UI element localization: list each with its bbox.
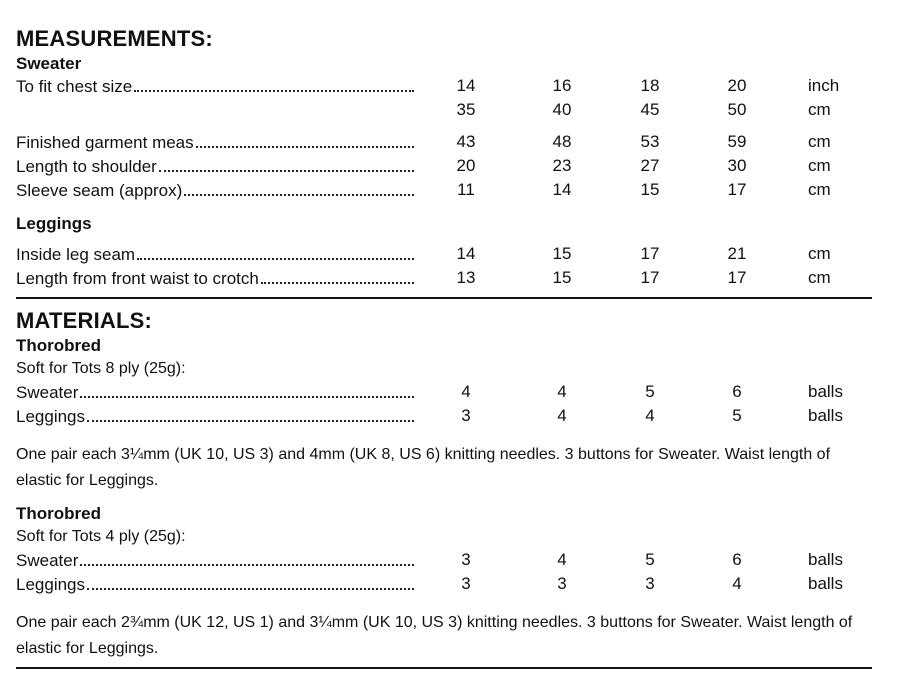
table-row [0,180,910,204]
unit-label: cm [808,244,831,263]
table-row [0,550,910,574]
unit-label: cm [808,156,831,175]
table-row [0,244,910,268]
size-2-value: 23 [552,156,572,175]
table-row [0,132,910,156]
size-1-value: 11 [457,180,475,199]
size-4-value: 59 [727,132,747,151]
size-2-value: 4 [557,382,567,401]
row-label: Sleeve seam (approx) [16,181,183,200]
size-1-value: 3 [461,550,471,569]
unit-label: balls [808,550,843,569]
row-label: Finished garment meas [16,133,194,152]
table-row [0,268,910,292]
needles-note-line: One pair each 2¾mm (UK 12, US 1) and 3¼mm (UK 10, US 3) knitting needles. 3 buttons for Sweater. Waist length of [16,614,853,631]
size-3-value: 5 [645,382,655,401]
size-1-value: 14 [456,76,476,95]
size-1-value: 35 [456,100,476,119]
size-2-value: 15 [552,244,572,263]
size-3-value: 15 [640,180,660,199]
size-3-value: 3 [645,574,655,593]
row-label: Leggings [16,407,86,426]
dot-leader [137,244,414,260]
size-2-value: 4 [557,550,567,569]
size-4-value: 20 [727,76,747,95]
needles-note-line: elastic for Leggings. [16,472,159,489]
dot-leader [184,180,414,196]
brand-heading: Thorobred [16,504,101,523]
size-2-value: 40 [552,100,572,119]
row-label: Length to shoulder [16,157,157,176]
dot-leader [159,156,414,172]
unit-label: cm [808,100,831,119]
unit-label: balls [808,382,843,401]
dot-leader [261,268,414,284]
dot-leader [80,550,414,566]
unit-label: balls [808,574,843,593]
sweater-heading: Sweater [16,54,82,73]
leggings-heading: Leggings [16,214,92,233]
size-2-value: 48 [552,132,572,151]
size-4-value: 6 [732,382,742,401]
size-1-value: 43 [456,132,476,151]
unit-label: cm [808,180,831,199]
materials-heading: MATERIALS: [16,308,153,333]
size-1-value: 13 [456,268,476,287]
dot-leader [87,406,414,422]
table-row [0,382,910,406]
size-2-value: 3 [557,574,567,593]
dot-leader [196,132,414,148]
dot-leader [87,574,414,590]
unit-label: cm [808,132,831,151]
size-1-value: 14 [456,244,476,263]
size-3-value: 18 [640,76,660,95]
size-3-value: 53 [640,132,660,151]
size-4-value: 17 [727,180,747,199]
needles-note [16,610,886,662]
yarn-label: Soft for Tots 4 ply (25g): [16,528,186,545]
size-3-value: 4 [645,406,655,425]
table-row [0,406,910,430]
unit-label: balls [808,406,843,425]
size-3-value: 17 [640,268,660,287]
table-row [0,76,910,100]
size-2-value: 14 [552,180,572,199]
size-3-value: 5 [645,550,655,569]
size-4-value: 50 [727,100,747,119]
size-2-value: 16 [552,76,572,95]
table-row [0,574,910,598]
size-4-value: 6 [732,550,742,569]
bottom-divider [16,667,872,669]
section-divider [16,297,872,299]
row-label: Length from front waist to crotch [16,269,259,288]
table-row [0,156,910,180]
needles-note-line: One pair each 3¼mm (UK 10, US 3) and 4mm (UK 8, US 6) knitting needles. 3 buttons for Sweater. Waist length of [16,446,831,463]
size-4-value: 21 [727,244,747,263]
brand-heading: Thorobred [16,336,101,355]
size-1-value: 4 [461,382,471,401]
yarn-label: Soft for Tots 8 ply (25g): [16,360,186,377]
size-2-value: 15 [552,268,572,287]
measurements-heading: MEASUREMENTS: [16,26,213,51]
size-1-value: 20 [456,156,476,175]
size-3-value: 27 [640,156,660,175]
size-4-value: 4 [732,574,742,593]
row-label: Leggings [16,575,86,594]
dot-leader [80,382,414,398]
row-label: Sweater [16,551,79,570]
size-3-value: 45 [640,100,660,119]
size-4-value: 5 [732,406,742,425]
unit-label: inch [808,76,840,95]
unit-label: cm [808,268,831,287]
size-2-value: 4 [557,406,567,425]
needles-note-line: elastic for Leggings. [16,640,159,657]
table-row [0,100,910,124]
size-1-value: 3 [461,574,471,593]
row-label: Inside leg seam [16,245,136,264]
row-label: To fit chest size [16,77,133,96]
row-label: Sweater [16,383,79,402]
size-4-value: 17 [727,268,747,287]
size-3-value: 17 [640,244,660,263]
dot-leader [134,76,414,92]
size-4-value: 30 [727,156,747,175]
size-1-value: 3 [461,406,471,425]
needles-note [16,442,886,494]
